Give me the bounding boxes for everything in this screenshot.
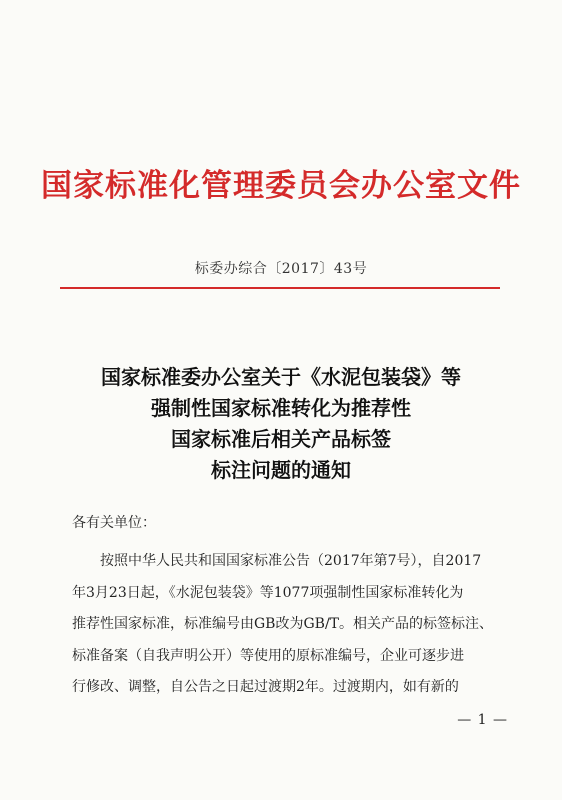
paragraph-line: 年3月23日起，《水泥包装袋》等1077项强制性国家标准转化为 [72, 584, 464, 601]
issuing-office-header: 国家标准化管理委员会办公室文件 [41, 168, 521, 204]
paragraph-line: 标准备案（自我声明公开）等使用的原标准编号，企业可逐步进 [72, 647, 464, 664]
body-text [72, 512, 504, 704]
salutation: 各有关单位： [72, 515, 156, 531]
notice-title [0, 362, 562, 486]
document-number: 标委办综合〔2017〕43号 [194, 261, 368, 277]
paragraph-line: 按照中华人民共和国国家标准公告（2017年第7号），自2017 [100, 553, 482, 569]
notice-title-line: 国家标准后相关产品标签 [171, 427, 391, 451]
page-number: — 1 — [457, 712, 508, 728]
notice-title-line: 标注问题的通知 [211, 458, 351, 482]
notice-title-line: 强制性国家标准转化为推荐性 [151, 396, 411, 420]
notice-title-line: 国家标准委办公室关于《水泥包装袋》等 [101, 365, 461, 389]
red-divider-line [60, 287, 500, 289]
paragraph-line: 推荐性国家标准，标准编号由GB改为GB/T。相关产品的标签标注、 [72, 616, 493, 632]
paragraph-line: 行修改、调整，自公告之日起过渡期2年。过渡期内，如有新的 [72, 679, 459, 695]
